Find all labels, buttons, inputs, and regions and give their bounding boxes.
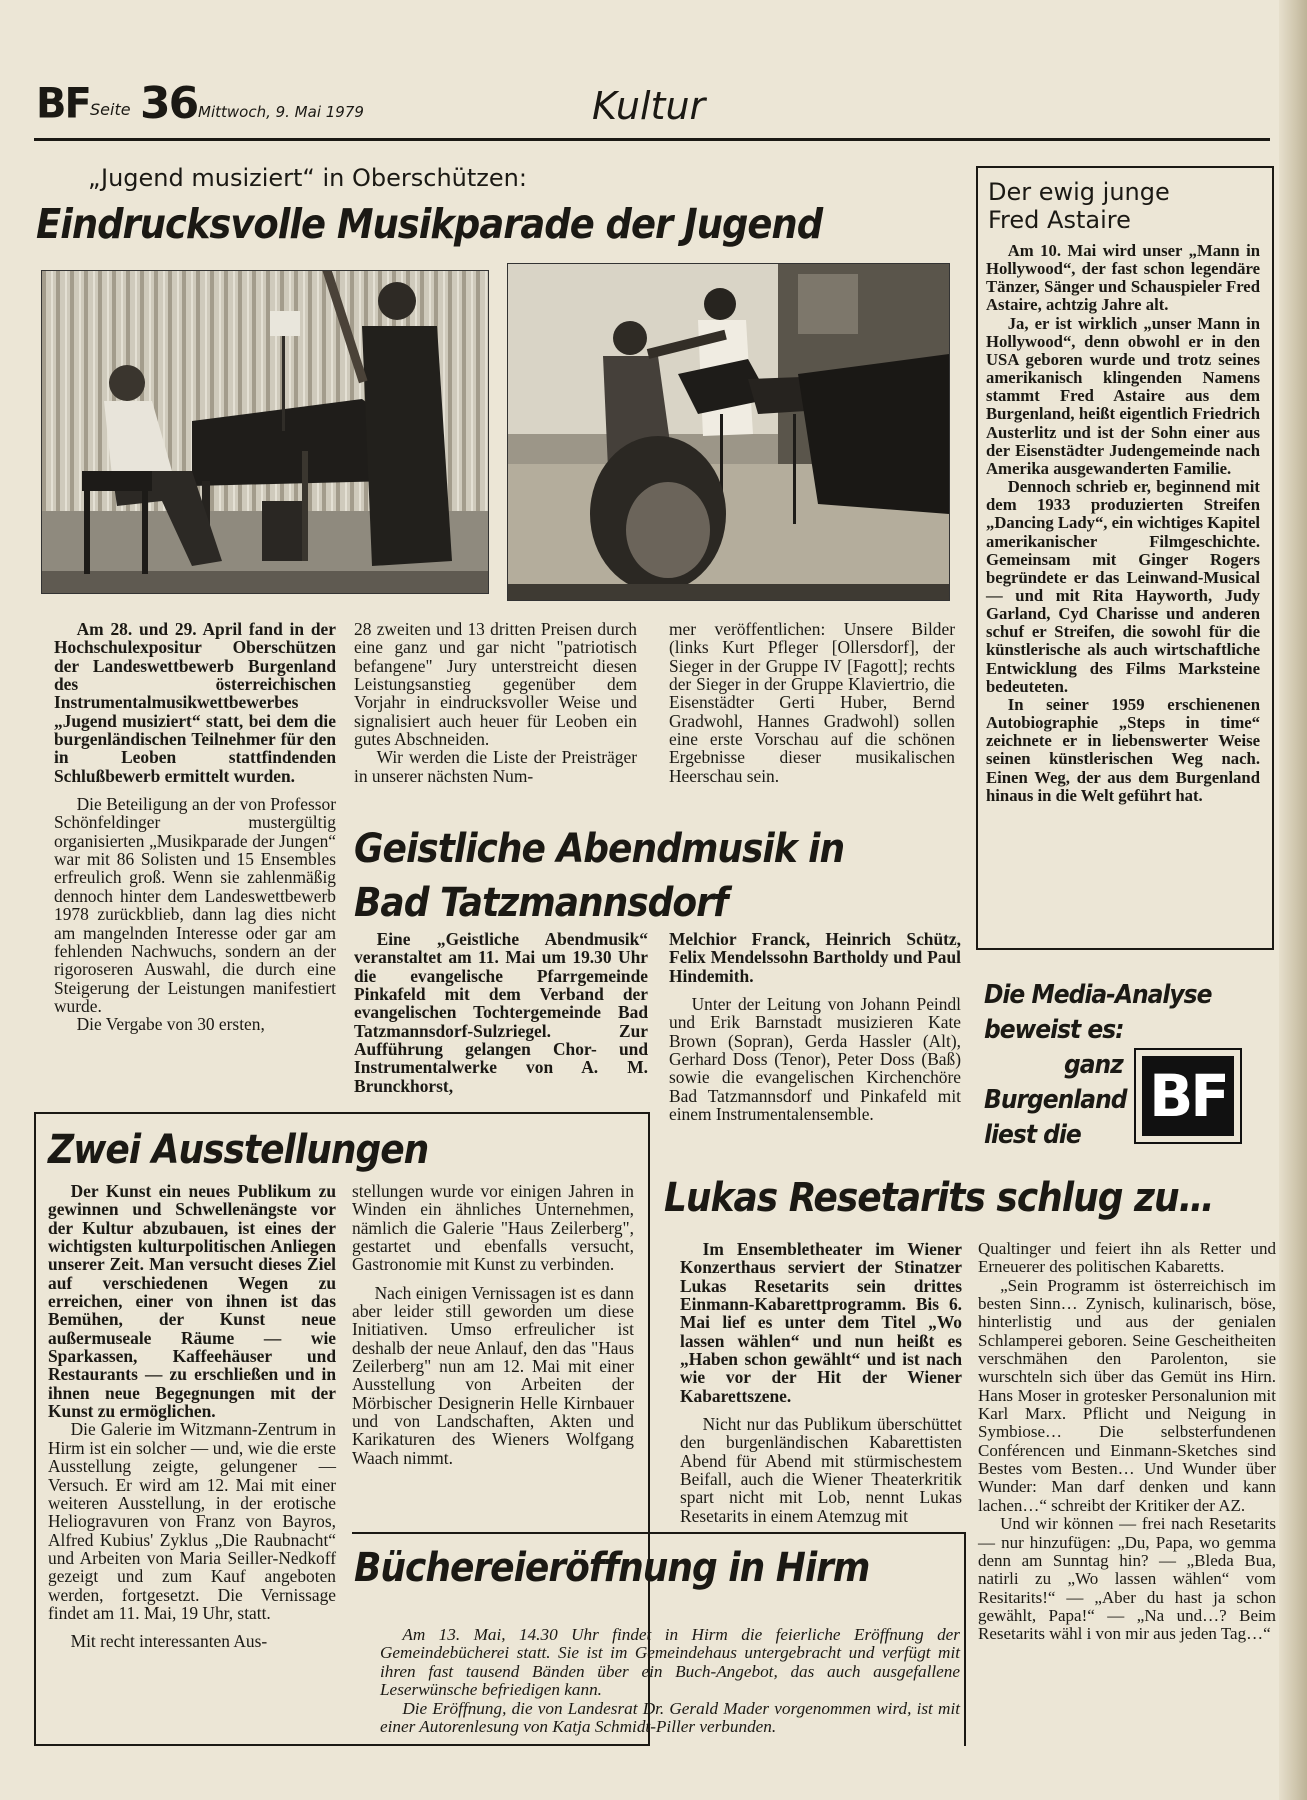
sidebar-paragraph: Dennoch schrieb er, beginnend mit dem 1933 produzierten Streifen „Dancing Lady“, ein wichtiges Kapitel amerikanischer Filmgeschichte. Gemeinsam mit Ginger Rogers begründete er das Leinwand-Musical — und mit Rita Hayworth, Judy Garland, Cyd Charisse und anderen schuf er Streifen, die sowohl für die künstlerische als auch wirtschaftliche Entwicklung des Films Marksteine bedeuteten.	[986, 477, 1260, 696]
article2-headline	[354, 822, 844, 930]
article5-headline: Büchereieröffnung in Hirm	[354, 1545, 870, 1591]
page-label: Seite	[90, 100, 131, 119]
section-title: Kultur	[592, 84, 706, 128]
sidebar-paragraph: Ja, er ist wirklich „unser Mann in Hollywood“, denn obwohl er in den USA geboren wurde und trotz seines amerikanisch klingenden Namens stammt Fred Astaire aus dem Burgenland, heißt eigentlich Friedrich Austerlitz und ist der Sohn einer aus der Eisenstädter Judengemeinde nach Amerika ausgewanderten Familie.	[986, 313, 1260, 478]
article5-text	[380, 1626, 960, 1736]
article1-kicker: „Jugend musiziert“ in Oberschützen:	[88, 164, 527, 192]
article2-headline-line-1: Geistliche Abendmusik in	[354, 826, 845, 872]
sidebar-paragraph: In seiner 1959 erschienenen Autobiographie „Steps in time“ zeichnete er in liebenswerter Weise seinen künstlerischen Weg nach. Einen Weg, der aus dem Burgenland hinaus in die Welt geführt hat.	[986, 694, 1260, 805]
article4-lead-paragraph: Im Ensembletheater im Wiener Konzerthaus serviert der Stinatzer Lukas Resetarits sein drittes Einmann-Kabarettprogramm. Bis 6. Mai lief es unter dem Titel „Wo lassen wählen“ und nun heißt es „Haben schon gewählt“ und ist nach wie vor der Hit der Wiener Kabarettszene.	[680, 1239, 962, 1406]
photo-piano-trio-image	[508, 264, 949, 600]
article1-paragraph: 28 zweiten und 13 dritten Preisen durch eine ganz und gar nicht "patriotisch befangene" Jury unterstreicht diesen Leistungsanstieg gegenüber dem Vorjahr in eindrucksvoller Weise und signalisiert auch heuer für Leoben ein gutes Abschneiden.	[354, 619, 637, 750]
article3-headline: Zwei Ausstellungen	[48, 1127, 429, 1173]
ad-line-1: Die Media-Analyse	[984, 980, 1212, 1010]
ad-line-4: Burgenland	[984, 1085, 1127, 1115]
article1-column-3	[669, 620, 955, 785]
article3-paragraph: stellungen wurde vor einigen Jahren in Winden ein ähnliches Unternehmen, nämlich die Galerie "Haus Zeilerberg", gestartet und ebenfalls versucht, Gastronomie mit Kunst zu verbinden.	[352, 1181, 634, 1275]
article5-paragraph: Die Eröffnung, die von Landesrat Dr. Gerald Mader vorgenommen wird, ist mit einer Autorenlesung von Katja Schmidt-Piller verbunden.	[380, 1698, 960, 1737]
sidebar-title	[988, 178, 1170, 234]
sidebar-title-line-2: Fred Astaire	[988, 206, 1131, 234]
article1-column-2	[354, 620, 637, 785]
article3-paragraph: Nach einigen Vernissagen ist es dann aber leider still geworden um diese Initiativen. Umso erfreulicher ist deshalb der neue Anlauf, den das "Haus Zeilerberg" nun am 12. Mai mit einer Ausstellung von Arbeiten der Mörbischer Designerin Helle Kirnbauer und von Landschaften, Akten und Karikaturen des Wieners Wolfgang Waach nimmt.	[352, 1282, 634, 1468]
article3-column-1	[48, 1182, 336, 1651]
photo-bassoon-pianist-image	[42, 271, 488, 593]
header-rule	[34, 138, 1270, 141]
masthead-logo: BF	[36, 79, 90, 129]
article1-paragraph: Die Beteiligung an der von Professor Schönfeldinger mustergültig organisierten „Musikparade der Jungen“ war mit 86 Solisten und 15 Ensembles erfreulich groß. Wenn sie zahlenmäßig dennoch hinter dem Landeswettbewerb 1978 zurückblieb, dann lag dies nicht am mangelnden Interesse oder gar am fehlenden Nachwuchs, sondern an der rigoroseren Auswahl, die durch eine Steigerung der Leistungen manifestiert wurde.	[54, 794, 336, 1016]
ad-line-3: ganz	[1064, 1050, 1123, 1080]
article2-column-2	[669, 930, 961, 1123]
article4-paragraph: Nicht nur das Publikum überschüttet den burgenländischen Kabarettisten Abend für Abend mit stürmischestem Beifall, auch die Wiener Theaterkritik spart nicht mit Lob, nennt Lukas Resetarits in einem Atemzug mit	[680, 1414, 962, 1526]
page-edge-shadow	[1279, 0, 1307, 1800]
article1-paragraph: Die Vergabe von 30 ersten,	[76, 1014, 265, 1035]
article1-headline: Eindrucksvolle Musikparade der Jugend	[36, 200, 823, 248]
ad-bf-logo: BF	[1136, 1050, 1240, 1142]
article5-paragraph: Am 13. Mai, 14.30 Uhr findet in Hirm die feierliche Eröffnung der Gemeindebücherei statt. Sie ist im Gemeindehaus untergebracht und verfügt mit ihren fast tausend Bänden über ein Buch-Angebot, das auch ausgefallene Leserwünsche befriedigen kann.	[380, 1625, 960, 1700]
article2-headline-line-2: Bad Tatzmannsdorf	[354, 880, 728, 926]
article1-column-1	[54, 620, 336, 1034]
sidebar-title-line-1: Der ewig junge	[988, 178, 1170, 206]
ad-line-2: beweist es:	[984, 1015, 1124, 1045]
article3-column-2	[352, 1182, 634, 1467]
article3-paragraph: Die Galerie im Witzmann-Zentrum in Hirm ist ein solcher — und, wie die erste Ausstellung zeigte, gelungener — Versuch. Er wird am 12. Mai mit einer weiteren Ausstellung, in der erotische Heliogravuren von Franz von Bayros, Alfred Kubius' Zyklus „Die Raubnacht“ und Arbeiten von Maria Seiller-Nedkoff gezeigt und zum Kauf angeboten werden, fortgesetzt. Die Vernissage findet am 11. Mai, 19 Uhr, statt.	[48, 1419, 336, 1623]
article2-column-1	[354, 930, 648, 1095]
article4-paragraph: Und wir können — frei nach Resetarits — nur hinzufügen: „Du, Papa, wo gemma denn am Sunntag hin? — „Bleda Bua, natirli zu „Wo lassen wählen“ vom Resitarits!“ — „Aber du hast ja schon gewählt, Papa!“ — „Na und…? Beim Resetarits wähl i von mir aus jeden Tag…“	[978, 1514, 1276, 1644]
photo-bassoon-pianist	[41, 270, 489, 594]
article1-paragraph: Wir werden die Liste der Preisträger in unserer nächsten Num-	[354, 747, 637, 786]
sidebar-paragraph: Am 10. Mai wird unser „Mann in Hollywood“, der fast schon legendäre Tänzer, Sänger und Schauspieler Fred Astaire, achtzig Jahre alt.	[986, 241, 1260, 315]
article2-paragraph: Unter der Leitung von Johann Peindl und Erik Barnstadt musizieren Kate Brown (Sopran), Gerda Hassler (Alt), Gerhard Doss (Tenor), Peter Doss (Baß) sowie die evangelischen Kirchenchöre Bad Tatzmannsdorf und Pinkafeld mit einem Instrumentalensemble.	[669, 994, 961, 1125]
article1-lead-paragraph: Am 28. und 29. April fand in der Hochschulexpositur Oberschützen der Landeswettbewerb Burgenland des österreichischen Instrumentalmusikwettbewerbes „Jugend musiziert“ statt, bei dem die burgenländischen Teilnehmer für den in Leoben stattfindenden Schlußbewerb ermittelt wurden.	[54, 619, 336, 786]
article4-paragraph: Qualtinger und feiert ihn als Retter und Erneuerer des politischen Kabaretts.	[978, 1239, 1276, 1277]
page-number: 36	[140, 78, 198, 129]
article4-headline: Lukas Resetarits schlug zu…	[664, 1175, 1214, 1221]
ad-line-5: liest die	[984, 1120, 1081, 1150]
article3-lead-paragraph: Der Kunst ein neues Publikum zu gewinnen und Schwellenängste vor der Kultur abzubauen, ist eines der wichtigsten kulturpolitischen Anliegen unserer Zeit. Man versucht dieses Ziel auf verschiedenen Wegen zu erreichen, einer von ihnen ist das Bemühen, der Kunst neue außermuseale Räume — wie Sparkassen, Kaffeehäuser und Restaurants — zu erschließen und in ihnen neue Begegnungen mit der Kunst zu ermöglichen.	[48, 1181, 336, 1422]
article2-lead-paragraph: Eine „Geistliche Abendmusik“ veranstaltet am 11. Mai um 19.30 Uhr die evangelische Pfarrgemeinde Pinkafeld mit dem Verband der evangelischen Tochtergemeinde Bad Tatzmannsdorf-Sulzriegel. Zur Aufführung gelangen Chor- und Instrumentalwerke von A. M. Brunckhorst,	[354, 929, 648, 1096]
article1-paragraph: mer veröffentlichen: Unsere Bilder (links Kurt Pfleger [Ollersdorf], der Sieger in der Gruppe IV [Fagott]; rechts der Sieger in der Gruppe Klaviertrio, die Eisenstädter Gerti Huber, Bernd Gradwohl, Hannes Gradwohl) sollen eine erste Vorschau auf die schönen Ergebnisse dieser musikalischen Heerschau sein.	[669, 619, 955, 786]
article4-paragraph: „Sein Programm ist österreichisch im besten Sinn… Zynisch, kulinarisch, böse, hinterlistig und aus der genialen Schlamperei geboren. Seine Gescheitheiten verschmähen den Parolenton, sie wurschteln sich über das Gemüt ins Hirn. Hans Moser in grotesker Personalunion mit Karl Marx. Pflicht und Neigung in Symbiose… Die selbsterfundenen Conférencen und Einmann-Sketches sind Bestes vom Besten… Und Wunder über Wunder: Man darf denken und kann lachen…“ schreibt der Kritiker der AZ.	[978, 1275, 1276, 1515]
issue-date: Mittwoch, 9. Mai 1979	[198, 103, 364, 121]
article4-column-1	[680, 1240, 962, 1525]
photo-piano-trio	[507, 263, 950, 601]
sidebar-text	[986, 242, 1260, 805]
article4-column-2	[978, 1240, 1276, 1644]
article3-paragraph: Mit recht interessanten Aus-	[70, 1631, 268, 1652]
article2-lead-paragraph: Melchior Franck, Heinrich Schütz, Felix Mendelssohn Bartholdy und Paul Hindemith.	[669, 929, 961, 986]
